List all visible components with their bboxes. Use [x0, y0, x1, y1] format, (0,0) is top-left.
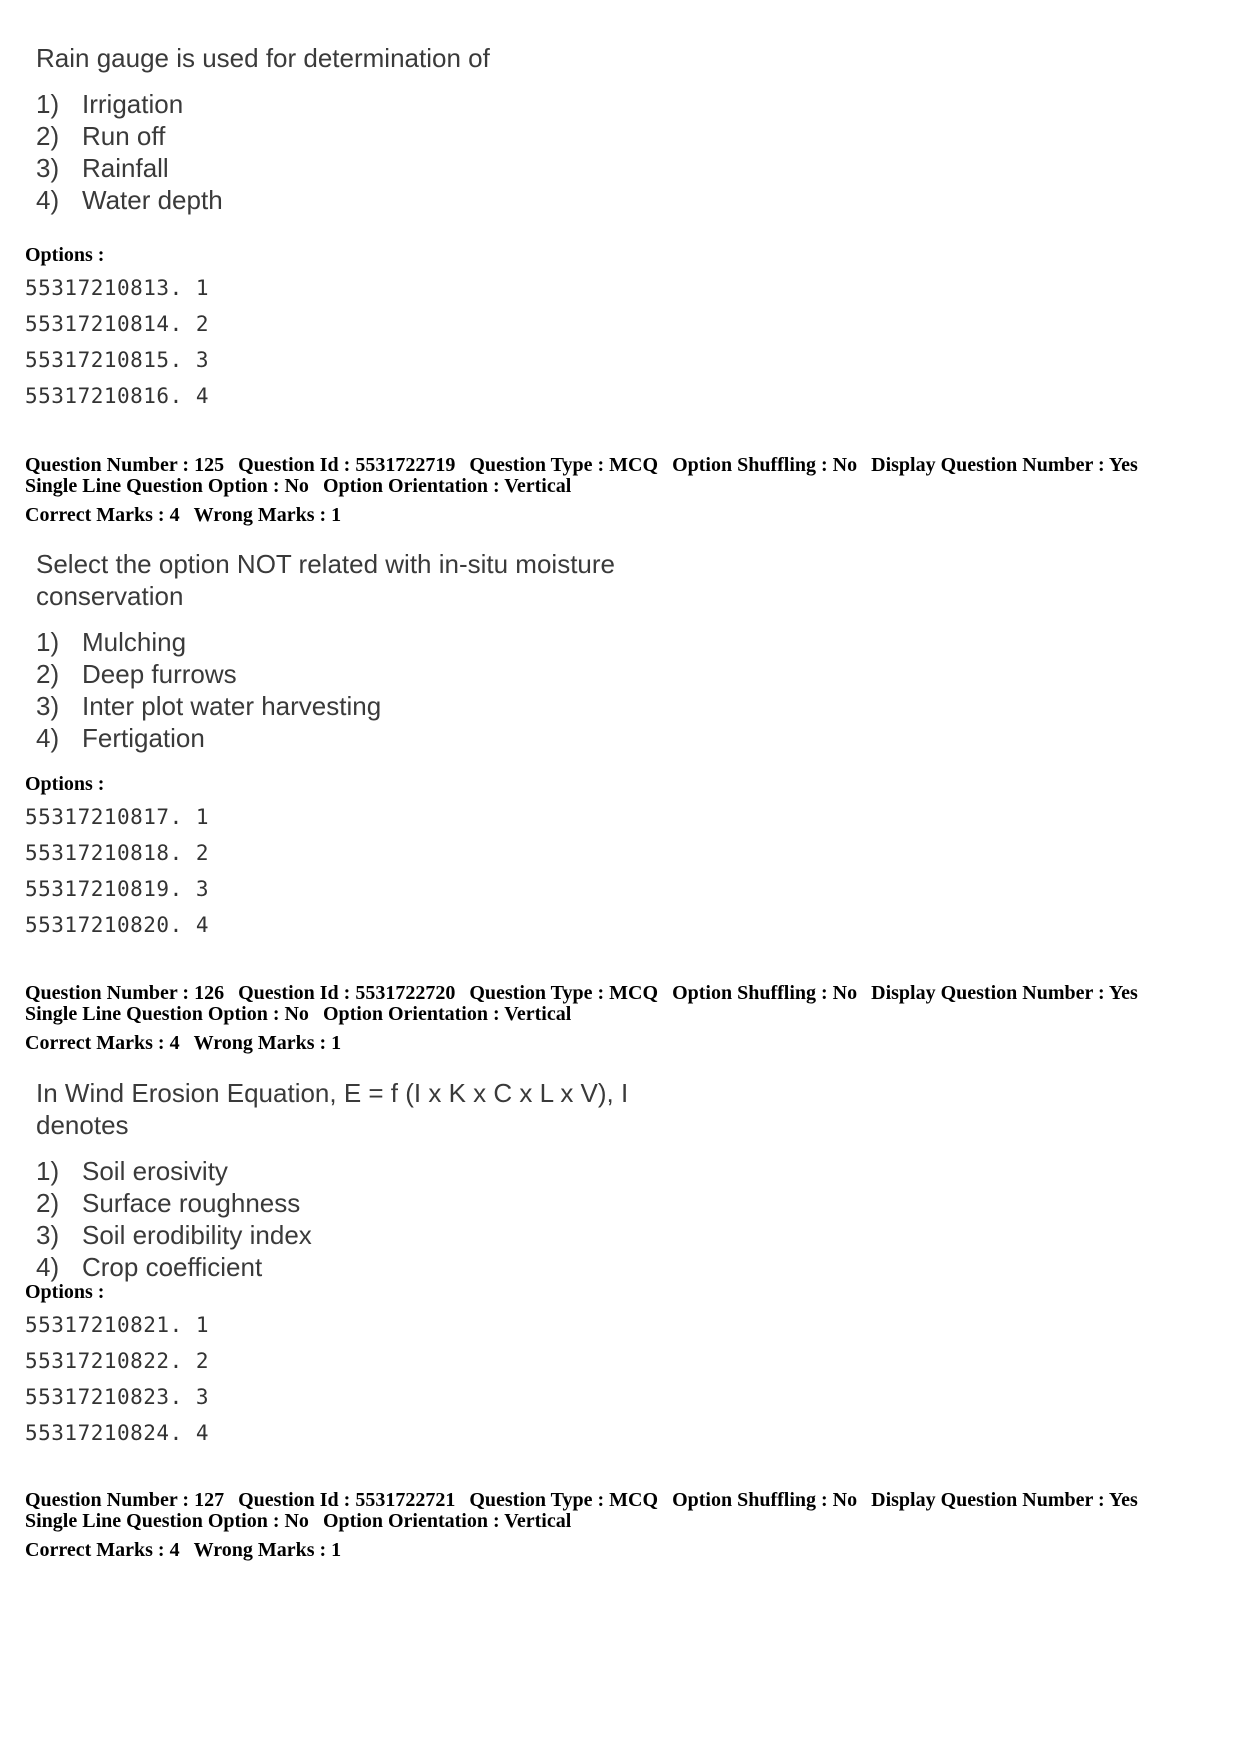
options-list-124	[25, 242, 209, 414]
option-id: 55317210822. 2	[25, 1349, 210, 1373]
question-124-image	[32, 42, 692, 216]
meta-line-2: Single Line Question Option : No Option Orientation : Vertical	[25, 1003, 572, 1025]
option-id: 55317210823. 3	[25, 1385, 210, 1409]
meta-line-1: Question Number : 125 Question Id : 5531722719 Question Type : MCQ Option Shuffling : No Display Question Number : Yes	[25, 454, 1138, 476]
choice-3: 3) Rainfall	[36, 153, 169, 183]
option-id: 55317210824. 4	[25, 1421, 210, 1445]
option-id: 55317210814. 2	[25, 312, 210, 336]
options-label: Options :	[25, 773, 105, 795]
choice-3: 3) Inter plot water harvesting	[36, 691, 382, 721]
choice-4: 4) Water depth	[36, 185, 223, 215]
choice-2: 2) Run off	[36, 121, 166, 151]
choice-4: 4) Fertigation	[36, 723, 205, 753]
options-list-126	[25, 1279, 209, 1451]
option-id: 55317210821. 1	[25, 1313, 210, 1337]
option-id: 55317210819. 3	[25, 877, 210, 901]
meta-line-2: Single Line Question Option : No Option Orientation : Vertical	[25, 1510, 572, 1532]
option-id: 55317210813. 1	[25, 276, 210, 300]
question-text: Rain gauge is used for determination of	[36, 43, 490, 73]
option-id: 55317210815. 3	[25, 348, 210, 372]
option-id: 55317210816. 4	[25, 384, 210, 408]
meta-line-1: Question Number : 127 Question Id : 5531722721 Question Type : MCQ Option Shuffling : No Display Question Number : Yes	[25, 1489, 1138, 1511]
question-meta-126	[25, 983, 1225, 1054]
option-id: 55317210817. 1	[25, 805, 210, 829]
options-label: Options :	[25, 244, 105, 266]
option-id: 55317210820. 4	[25, 913, 210, 937]
meta-marks: Correct Marks : 4 Wrong Marks : 1	[25, 1032, 342, 1054]
choice-1: 1) Irrigation	[36, 89, 184, 119]
question-text: In Wind Erosion Equation, E = f (I x K x C x L x V), I denotes	[36, 1078, 629, 1140]
question-126-image	[32, 1077, 692, 1283]
meta-line-2: Single Line Question Option : No Option Orientation : Vertical	[25, 475, 572, 497]
options-label: Options :	[25, 1281, 105, 1303]
choice-1: 1) Mulching	[36, 627, 187, 657]
meta-line-1: Question Number : 126 Question Id : 5531722720 Question Type : MCQ Option Shuffling : No Display Question Number : Yes	[25, 982, 1138, 1004]
question-meta-125	[25, 455, 1225, 526]
option-id: 55317210818. 2	[25, 841, 210, 865]
question-125-image	[32, 548, 692, 754]
question-text: Select the option NOT related with in-situ moisture conservation	[36, 549, 616, 611]
question-meta-127	[25, 1490, 1225, 1561]
choice-1: 1) Soil erosivity	[36, 1156, 228, 1186]
choice-4: 4) Crop coefficient	[36, 1252, 263, 1282]
choice-3: 3) Soil erodibility index	[36, 1220, 312, 1250]
choice-2: 2) Deep furrows	[36, 659, 237, 689]
meta-marks: Correct Marks : 4 Wrong Marks : 1	[25, 1539, 342, 1561]
options-list-125	[25, 771, 209, 943]
meta-marks: Correct Marks : 4 Wrong Marks : 1	[25, 504, 342, 526]
choice-2: 2) Surface roughness	[36, 1188, 301, 1218]
